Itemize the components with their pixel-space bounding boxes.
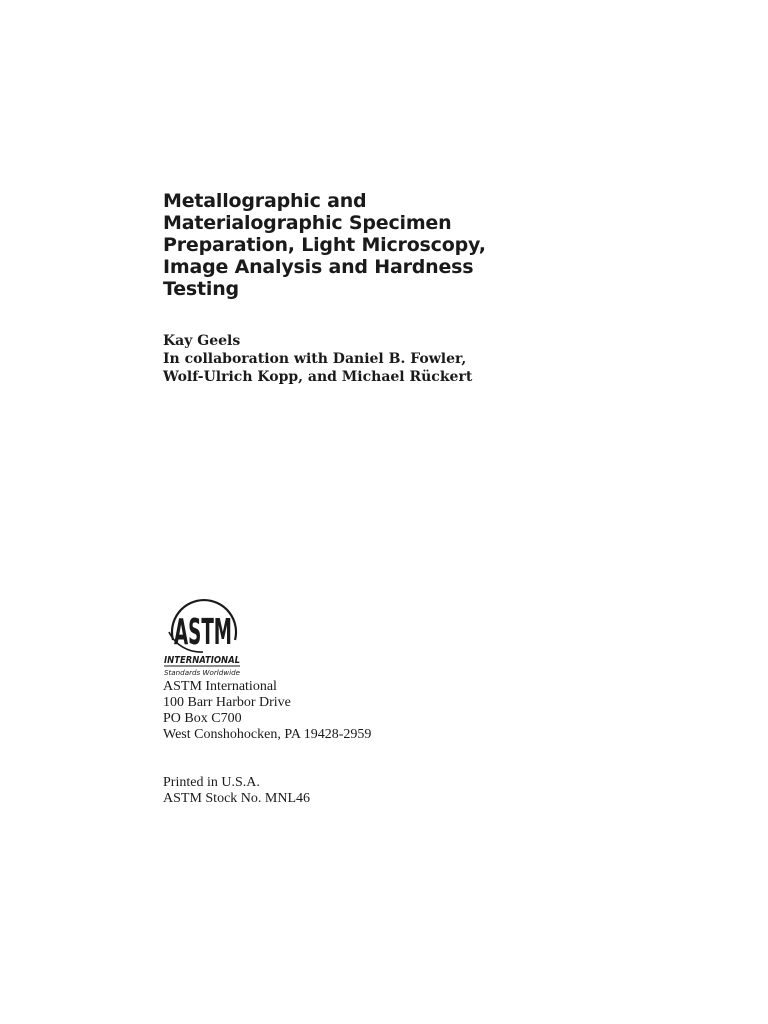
author-line: In collaboration with Daniel B. Fowler, <box>163 351 467 367</box>
address-line: PO Box C700 <box>163 711 242 726</box>
author-line: Wolf-Ulrich Kopp, and Michael Rückert <box>163 369 473 385</box>
logo-mark: ASTM <box>174 611 232 653</box>
title-line: Materialographic Specimen <box>163 212 452 234</box>
astm-international-logo-icon <box>163 588 243 678</box>
address-line: ASTM International <box>163 679 277 694</box>
title-line: Metallographic and <box>163 190 367 212</box>
title-line: Image Analysis and Hardness <box>163 256 474 278</box>
book-title <box>163 190 523 300</box>
address-line: 100 Barr Harbor Drive <box>163 695 291 710</box>
address-line: West Conshohocken, PA 19428-2959 <box>163 727 372 742</box>
author-line: Kay Geels <box>163 333 241 349</box>
printing-info <box>163 775 310 807</box>
logo-tagline: Standards Worldwide <box>164 669 240 677</box>
title-line: Preparation, Light Microscopy, <box>163 234 486 256</box>
publisher-address <box>163 679 371 743</box>
printing-line: Printed in U.S.A. <box>163 775 260 790</box>
title-line: Testing <box>163 278 239 300</box>
stock-number: ASTM Stock No. MNL46 <box>163 791 311 806</box>
logo-name: INTERNATIONAL <box>164 655 240 666</box>
author-block <box>163 332 472 386</box>
